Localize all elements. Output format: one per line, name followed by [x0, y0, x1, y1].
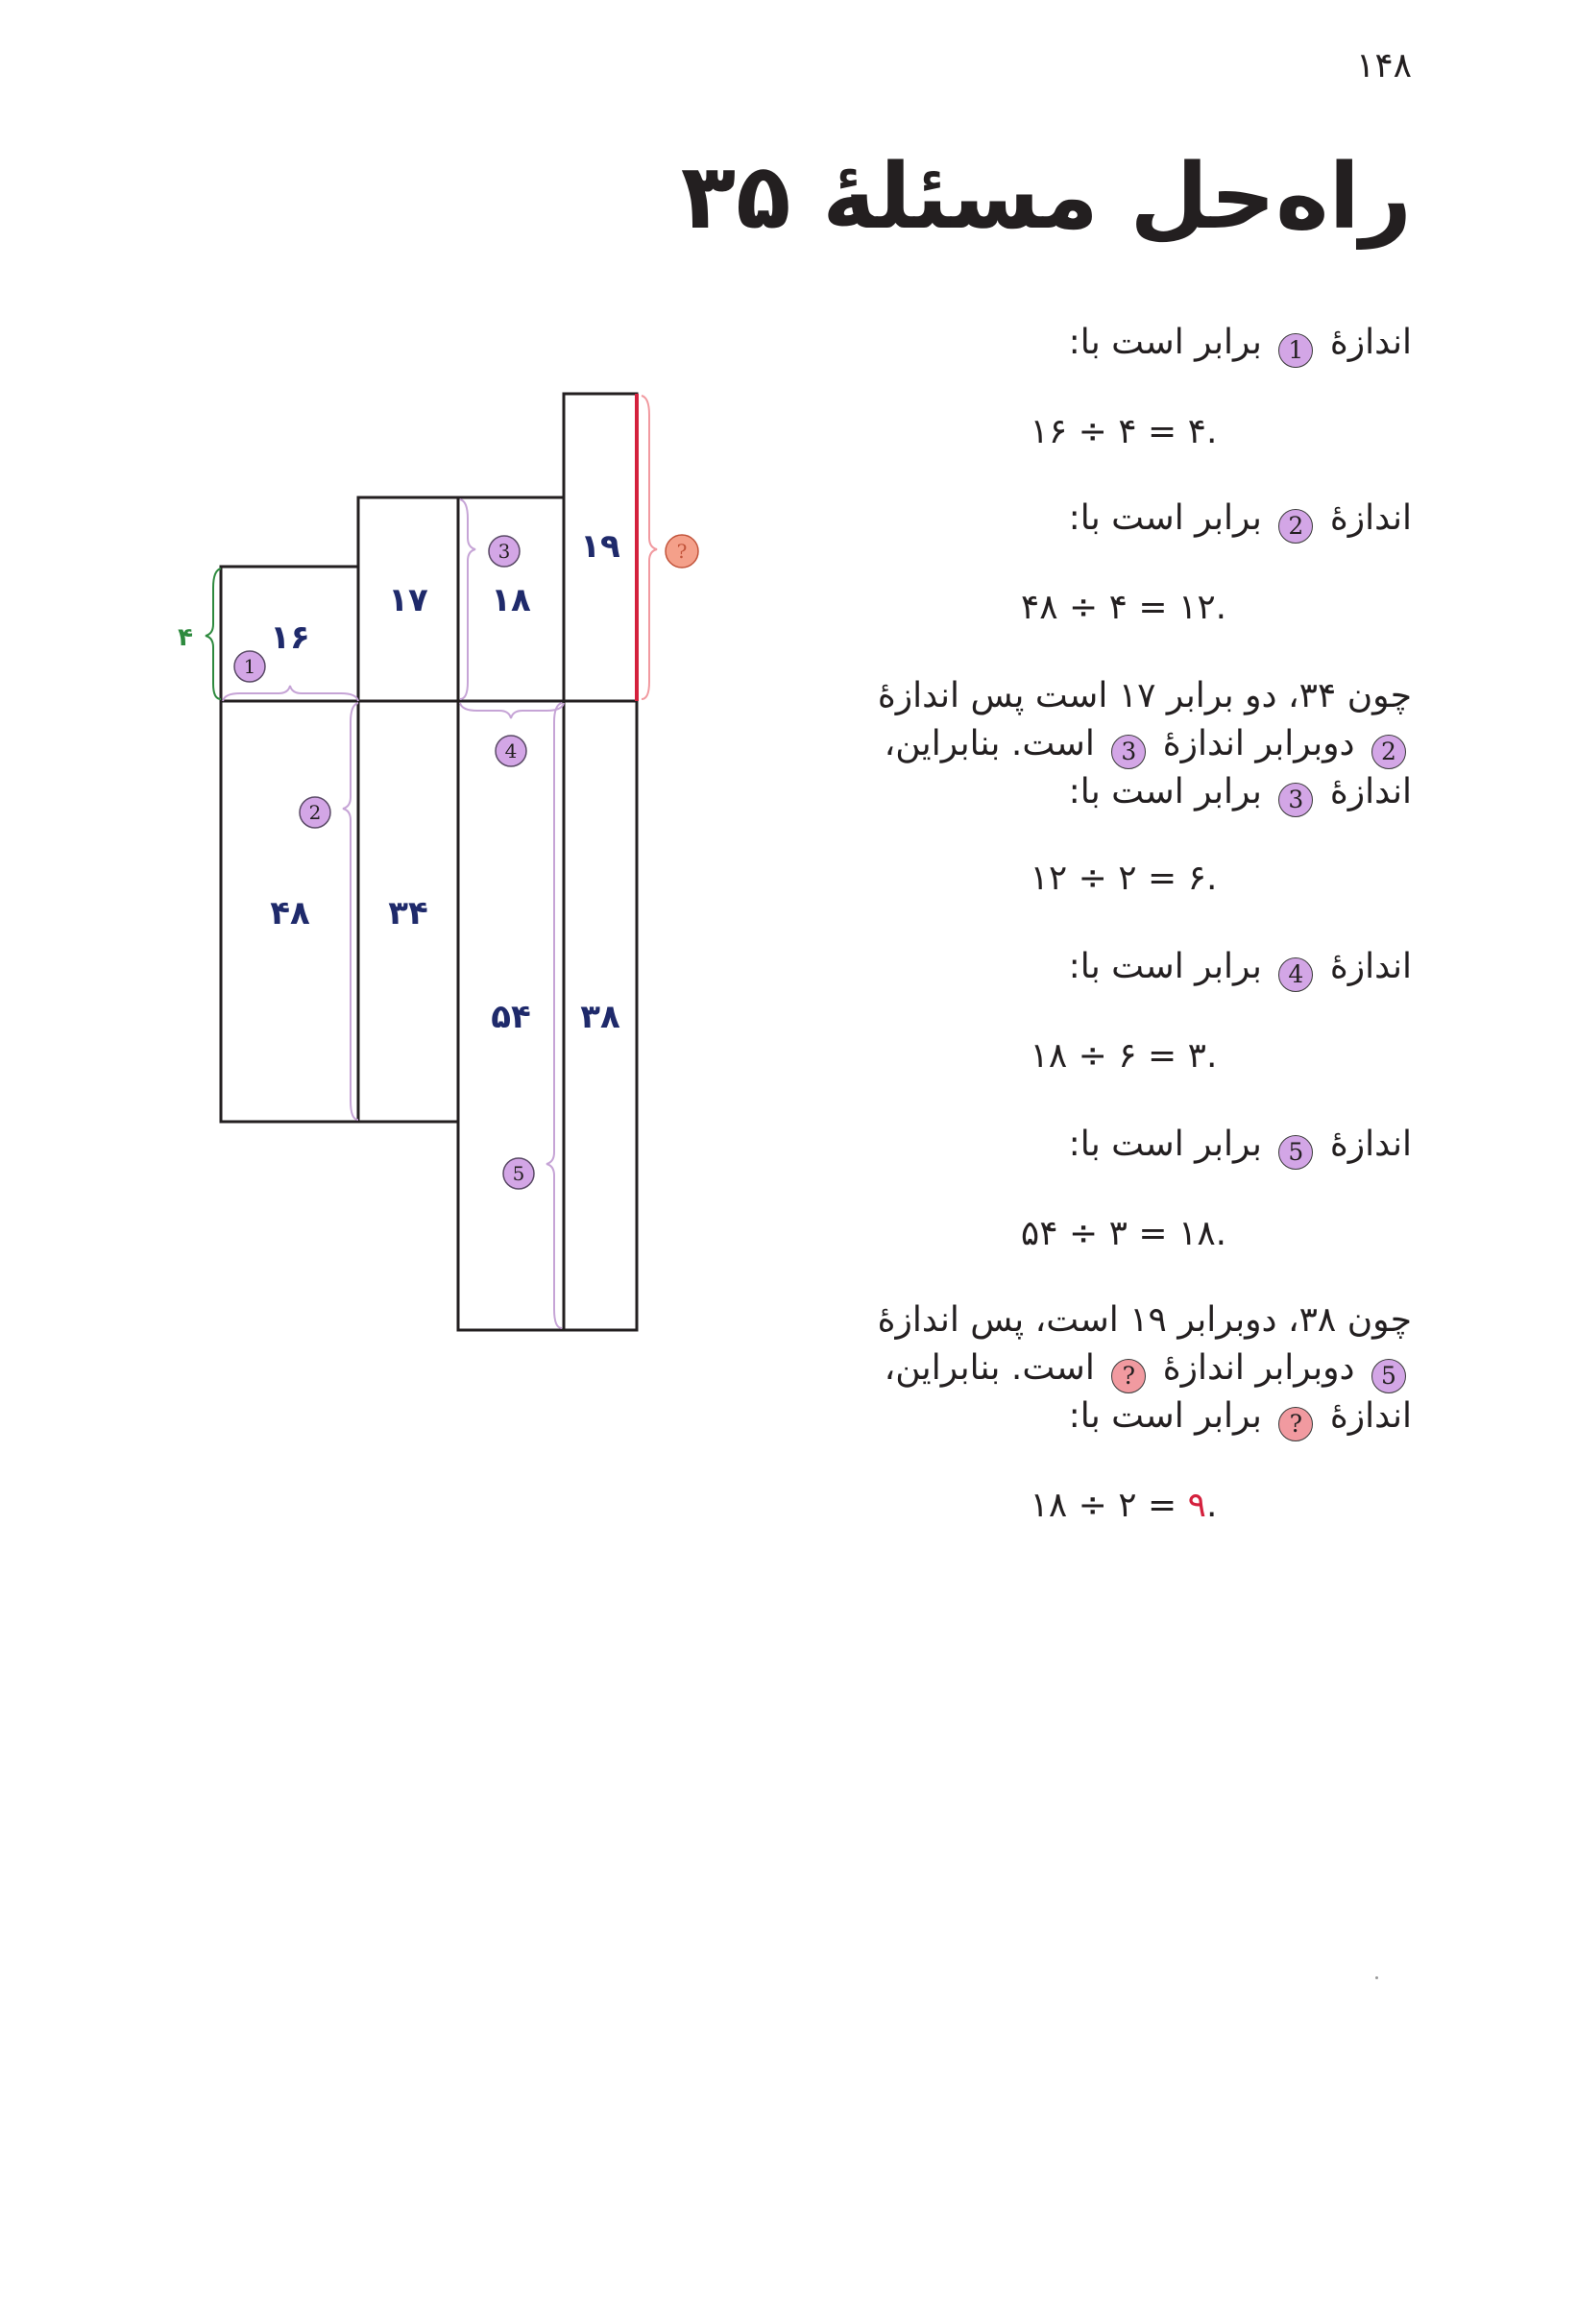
area-19: ۱۹	[580, 527, 620, 566]
marker-2-badge: 2	[1371, 735, 1406, 769]
step-4-text: اندازهٔ	[1329, 947, 1412, 986]
equation-1-result: ۴	[1187, 412, 1206, 451]
step-6-text: اندازهٔ	[1329, 1396, 1412, 1436]
marker-1-label: 1	[243, 655, 256, 678]
equation-6-end: .	[1206, 1486, 1218, 1525]
step-3-line-3-tail: برابر است با:	[1068, 772, 1262, 811]
equation-1-expr: ۱۶ ÷ ۴ =	[1030, 412, 1188, 451]
equation-2-expr: ۴۸ ÷ ۴ =	[1020, 588, 1178, 627]
equation-3-expr: ۱۲ ÷ ۲ =	[1030, 859, 1188, 898]
equation-5-expr: ۵۴ ÷ ۳ =	[1020, 1214, 1178, 1253]
step-3-line-1: چون ۳۴، دو برابر ۱۷ است پس اندازهٔ	[877, 676, 1412, 715]
marker-3-badge: 3	[1278, 783, 1313, 817]
equation-5-result: ۱۸	[1177, 1214, 1216, 1253]
marker-3-badge: 3	[1111, 735, 1146, 769]
step-1-text: اندازهٔ	[1329, 323, 1412, 362]
step-2-text: اندازهٔ	[1329, 498, 1412, 538]
marker-4-badge: 4	[1278, 957, 1313, 992]
equation-4-expr: ۱۸ ÷ ۶ =	[1030, 1036, 1188, 1076]
question-marker-label: ?	[676, 540, 688, 563]
step-6-line-1: چون ۳۸، دوبرابر ۱۹ است، پس اندازهٔ	[877, 1300, 1412, 1340]
area-48: ۴۸	[270, 894, 310, 932]
step-6-tail: است. بنابراین،	[884, 1348, 1095, 1388]
step-3-tail: است. بنابراین،	[884, 724, 1095, 763]
equation-1-end: .	[1206, 412, 1218, 451]
equation-5-end: .	[1215, 1214, 1227, 1253]
step-4-tail: برابر است با:	[1068, 947, 1262, 986]
marker-2-label: 2	[308, 801, 322, 824]
step-3-text: اندازهٔ	[1329, 772, 1412, 811]
area-16: ۱۶	[270, 618, 310, 657]
equation-6-expr: ۱۸ ÷ ۲ =	[1030, 1486, 1188, 1525]
marker-2-badge: 2	[1278, 509, 1313, 544]
page-title: راه‌حل مسئلهٔ ۳۵	[680, 145, 1412, 250]
marker-1-badge: 1	[1278, 333, 1313, 368]
step-1-tail: برابر است با:	[1068, 323, 1262, 362]
given-side-brace	[206, 569, 221, 699]
marker-5-label: 5	[512, 1162, 525, 1185]
equation-4-end: .	[1206, 1036, 1218, 1076]
step-3-mid: دوبرابر اندازهٔ	[1162, 724, 1355, 763]
step-6-line-3-tail: برابر است با:	[1068, 1396, 1262, 1436]
question-brace	[642, 396, 657, 699]
equation-3-end: .	[1206, 859, 1218, 898]
step-6-mid: دوبرابر اندازهٔ	[1162, 1348, 1355, 1388]
area-18: ۱۸	[491, 581, 531, 619]
step-5-text: اندازهٔ	[1329, 1125, 1412, 1164]
equation-2-end: .	[1215, 588, 1227, 627]
marker-4-label: 4	[504, 739, 518, 763]
given-side-label: ۴	[178, 623, 193, 652]
equation-2-result: ۱۲	[1177, 588, 1216, 627]
area-34: ۳۴	[388, 894, 428, 932]
step-5-tail: برابر است با:	[1068, 1125, 1262, 1164]
marker-3-label: 3	[497, 540, 511, 563]
question-badge: ?	[1278, 1407, 1313, 1441]
equation-4-result: ۳	[1187, 1036, 1206, 1076]
page-number: ۱۴۸	[1355, 46, 1412, 85]
equation-3-result: ۶	[1187, 859, 1206, 898]
area-38: ۳۸	[580, 998, 620, 1036]
question-badge: ?	[1111, 1359, 1146, 1393]
area-54: ۵۴	[491, 998, 531, 1036]
step-2-tail: برابر است با:	[1068, 498, 1262, 538]
marker-5-badge: 5	[1371, 1359, 1406, 1393]
equation-6-answer: ۹	[1187, 1486, 1206, 1525]
area-17: ۱۷	[388, 581, 428, 619]
marker-5-badge: 5	[1278, 1135, 1313, 1170]
